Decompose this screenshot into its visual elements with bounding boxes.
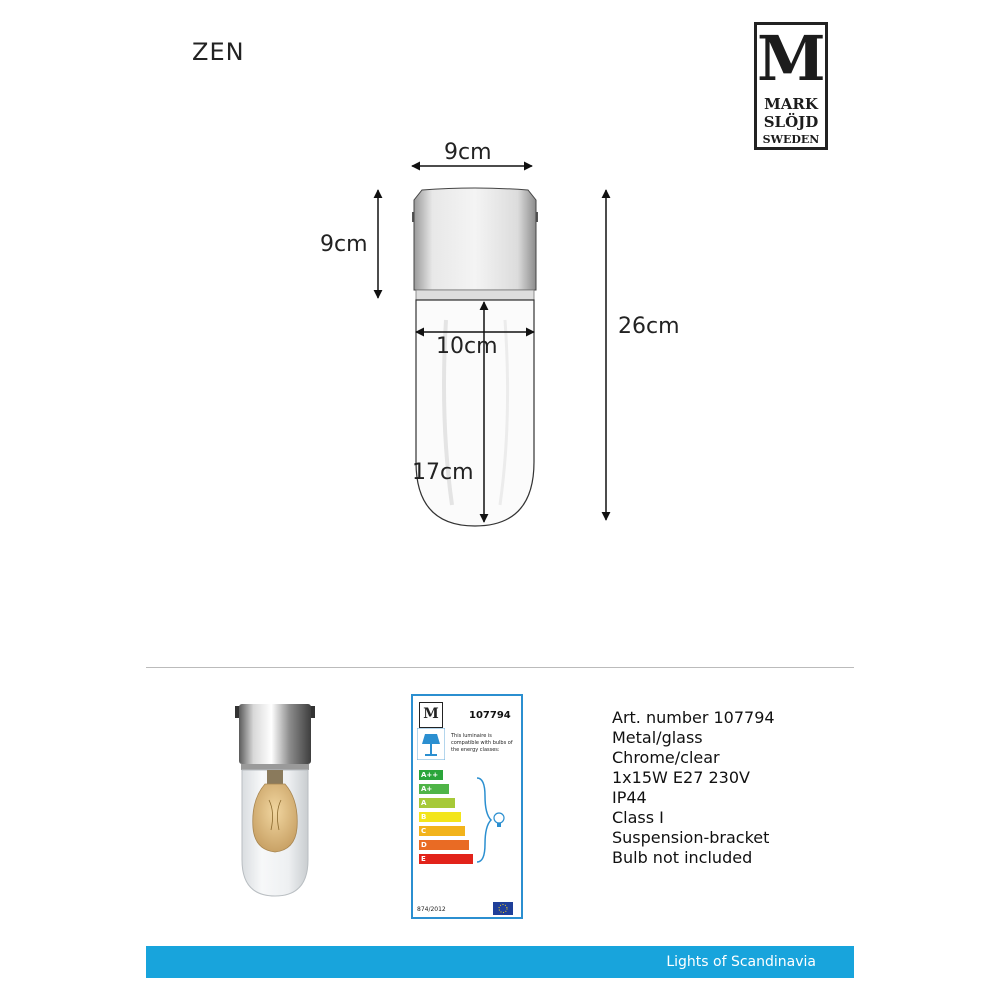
dim-glass-height: 17cm <box>412 460 474 485</box>
logo-letter: M <box>757 22 826 95</box>
spec-bulb-note: Bulb not included <box>612 848 753 867</box>
dim-top-height: 9cm <box>320 232 368 257</box>
section-divider <box>146 667 854 668</box>
label-compatibility-text: This luminaire is compatible with bulbs of the energy classes: <box>451 733 513 753</box>
product-photo <box>225 700 325 905</box>
label-logo-icon <box>419 702 443 728</box>
logo-line-3: SWEDEN <box>762 133 820 146</box>
energy-class-d: D <box>419 840 469 850</box>
spec-ip-rating: IP44 <box>612 788 647 807</box>
product-title: ZEN <box>192 38 245 66</box>
spec-article-number: Art. number 107794 <box>612 708 775 727</box>
label-article-number: 107794 <box>469 710 511 721</box>
spec-list <box>612 708 775 868</box>
eu-flag-icon <box>493 902 513 915</box>
logo-line-1: MARK <box>764 95 818 113</box>
energy-label <box>411 694 523 919</box>
logo-line-2: SLÖJD <box>763 113 819 131</box>
footer-text: Lights of Scandinavia <box>666 954 816 970</box>
energy-class-a-plus-plus: A++ <box>419 770 443 780</box>
label-regulation: 874/2012 <box>417 906 446 913</box>
spec-mounting: Suspension-bracket <box>612 828 770 847</box>
svg-text:M: M <box>423 706 439 722</box>
footer-bar <box>146 946 854 978</box>
bulb-icon <box>471 776 511 866</box>
spec-power: 1x15W E27 230V <box>612 768 750 787</box>
energy-class-a-plus: A+ <box>419 784 449 794</box>
spec-material: Metal/glass <box>612 728 703 747</box>
spec-finish: Chrome/clear <box>612 748 720 767</box>
dim-glass-width: 10cm <box>436 334 498 359</box>
lamp-icon <box>417 728 445 760</box>
dim-total-height: 26cm <box>618 314 680 339</box>
energy-class-e: E <box>419 854 473 864</box>
energy-class-b: B <box>419 812 461 822</box>
spec-class: Class I <box>612 808 664 827</box>
energy-class-c: C <box>419 826 465 836</box>
energy-class-a: A <box>419 798 455 808</box>
dim-top-width: 9cm <box>444 140 492 165</box>
